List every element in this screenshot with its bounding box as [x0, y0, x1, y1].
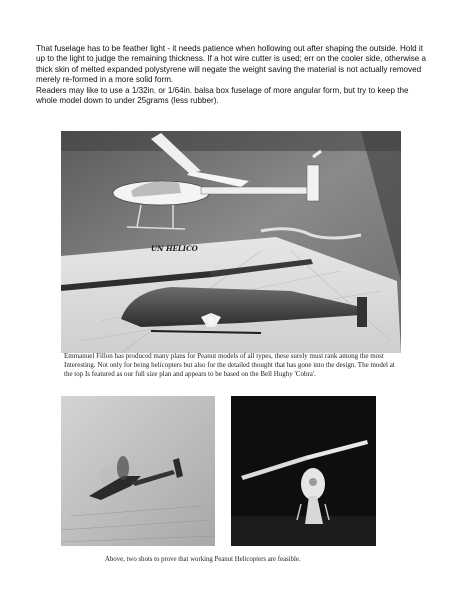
photo-caption-main: Emmanuel Fillon has produced many plans for Peanut models of all types, these surely must rank among the most Interesting. Not only for being helicopters but also for the detailed thought that has gone into the design. The model at the top Is featured as our full size plan and appears to be based on the Bell Hughy 'Cobra'. — [64, 352, 395, 378]
photo-helicopter-flight-right-image — [231, 396, 376, 546]
photo-helicopter-flight-left — [61, 396, 215, 546]
plan-sheet-label: UN HELICO — [151, 244, 198, 253]
intro-text — [36, 44, 428, 106]
photo-helicopter-flight-left-image — [61, 396, 215, 546]
intro-paragraph-2: Readers may like to use a 1/32in. or 1/64in. balsa box fuselage of more angular form, but try to keep the whole model down to under 25grams (less rubber). — [36, 85, 409, 106]
intro-paragraph-1: That fuselage has to be feather light - it needs patience when hollowing out after shaping the outside. Hold it up to the light to judge the remaining thickness. If a hot wire cutter is used; err on the cooler side, otherwise a thick skin of melted expanded polystyrene will negate the weight saving the material is not actually removed merely re-formed in a more solid form. — [36, 44, 427, 85]
photo-caption-bottom: Above, two shots to prove that working Peanut Helicopters are feasible. — [105, 556, 301, 563]
photo-helicopter-flight-right — [231, 396, 376, 546]
photo-helicopter-models-image — [61, 131, 401, 353]
photo-helicopter-models — [61, 131, 401, 353]
